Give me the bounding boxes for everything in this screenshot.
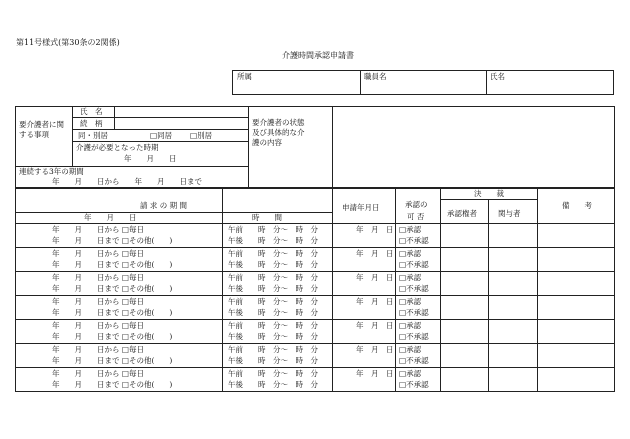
row-approve-checkbox[interactable]: □承認 (399, 273, 422, 282)
time-header: 時 間 (252, 213, 282, 222)
row-reject-checkbox[interactable]: □不承認 (399, 284, 429, 293)
care-section-label: 要介護者に関 (19, 120, 64, 129)
row-am-time[interactable]: 午前 時 分～ 時 分 (228, 369, 318, 378)
status-label-2: 及び具体的な介 (252, 128, 305, 137)
row-from-date[interactable]: 年 月 日から □毎日 (52, 369, 144, 378)
remarks-header: 備 考 (562, 201, 592, 210)
status-label: 要介護者の状態 (252, 118, 305, 127)
row-to-date[interactable]: 年 月 日まで □その他( ) (52, 284, 173, 293)
row-approve-checkbox[interactable]: □承認 (399, 249, 422, 258)
approver-header: 承認権者 (447, 209, 477, 218)
row-apply-date[interactable]: 年 月 日 (356, 345, 394, 354)
row-divider (15, 271, 615, 272)
row-apply-date[interactable]: 年 月 日 (356, 273, 394, 282)
row-to-date[interactable]: 年 月 日まで □その他( ) (52, 236, 173, 245)
row-pm-time[interactable]: 午後 時 分～ 時 分 (228, 332, 318, 341)
row-am-time[interactable]: 午前 時 分～ 時 分 (228, 249, 318, 258)
approval-header: 承認の (405, 200, 428, 209)
row-am-time[interactable]: 午前 時 分～ 時 分 (228, 297, 318, 306)
row-approve-checkbox[interactable]: □承認 (399, 321, 422, 330)
row-to-date[interactable]: 年 月 日まで □その他( ) (52, 260, 173, 269)
row-to-date[interactable]: 年 月 日まで □その他( ) (52, 380, 173, 389)
row-reject-checkbox[interactable]: □不承認 (399, 356, 429, 365)
row-approve-checkbox[interactable]: □承認 (399, 297, 422, 306)
apply-date-header: 申請年月日 (342, 203, 380, 212)
position-label: 職員名 (364, 72, 387, 81)
decision-header: 決 裁 (474, 189, 504, 198)
participant-header: 関与者 (498, 209, 521, 218)
row-apply-date[interactable]: 年 月 日 (356, 297, 394, 306)
row-approve-checkbox[interactable]: □承認 (399, 369, 422, 378)
consecutive-value[interactable]: 年 月 日から 年 月 日まで (52, 177, 202, 186)
applicant-box (232, 70, 614, 95)
request-period-header: 請 求 の 期 間 (140, 201, 188, 210)
row-from-date[interactable]: 年 月 日から □毎日 (52, 297, 144, 306)
row-to-date[interactable]: 年 月 日まで □その他( ) (52, 308, 173, 317)
row-apply-date[interactable]: 年 月 日 (356, 249, 394, 258)
row-am-time[interactable]: 午前 時 分～ 時 分 (228, 321, 318, 330)
row-divider (15, 295, 615, 296)
row-am-time[interactable]: 午前 時 分～ 時 分 (228, 273, 318, 282)
row-pm-time[interactable]: 午後 時 分～ 時 分 (228, 284, 318, 293)
page-title: 介護時間承認申請書 (282, 51, 354, 60)
row-divider (15, 247, 615, 248)
row-reject-checkbox[interactable]: □不承認 (399, 308, 429, 317)
care-name-label: 氏 名 (80, 107, 103, 116)
cohabit-checkbox-separate[interactable]: □別居 (190, 131, 213, 140)
name-label: 氏名 (490, 72, 505, 81)
row-from-date[interactable]: 年 月 日から □毎日 (52, 273, 144, 282)
date-header: 年 月 日 (84, 213, 137, 222)
consecutive-label: 連続する3年の期間 (19, 167, 84, 176)
row-pm-time[interactable]: 午後 時 分～ 時 分 (228, 236, 318, 245)
form-number: 第11号様式(第30条の2関係) (16, 38, 120, 47)
row-apply-date[interactable]: 年 月 日 (356, 369, 394, 378)
row-to-date[interactable]: 年 月 日まで □その他( ) (52, 332, 173, 341)
row-reject-checkbox[interactable]: □不承認 (399, 260, 429, 269)
cohabit-checkbox-together[interactable]: □同居 (150, 131, 173, 140)
row-reject-checkbox[interactable]: □不承認 (399, 236, 429, 245)
row-from-date[interactable]: 年 月 日から □毎日 (52, 345, 144, 354)
row-divider (15, 343, 615, 344)
row-am-time[interactable]: 午前 時 分～ 時 分 (228, 225, 318, 234)
row-apply-date[interactable]: 年 月 日 (356, 225, 394, 234)
row-approve-checkbox[interactable]: □承認 (399, 345, 422, 354)
care-section-label-2: する事項 (19, 130, 49, 139)
row-reject-checkbox[interactable]: □不承認 (399, 332, 429, 341)
row-to-date[interactable]: 年 月 日まで □その他( ) (52, 356, 173, 365)
approval-header-2: 可 否 (407, 212, 425, 221)
row-approve-checkbox[interactable]: □承認 (399, 225, 422, 234)
row-from-date[interactable]: 年 月 日から □毎日 (52, 225, 144, 234)
dept-label: 所属 (237, 72, 252, 81)
status-label-3: 護の内容 (252, 138, 282, 147)
row-pm-time[interactable]: 午後 時 分～ 時 分 (228, 308, 318, 317)
row-pm-time[interactable]: 午後 時 分～ 時 分 (228, 356, 318, 365)
row-divider (15, 319, 615, 320)
cohabit-label: 同・別居 (78, 131, 108, 140)
row-reject-checkbox[interactable]: □不承認 (399, 380, 429, 389)
row-from-date[interactable]: 年 月 日から □毎日 (52, 249, 144, 258)
care-period-date[interactable]: 年 月 日 (124, 154, 177, 163)
row-pm-time[interactable]: 午後 時 分～ 時 分 (228, 380, 318, 389)
row-apply-date[interactable]: 年 月 日 (356, 321, 394, 330)
row-divider (15, 367, 615, 368)
row-pm-time[interactable]: 午後 時 分～ 時 分 (228, 260, 318, 269)
row-am-time[interactable]: 午前 時 分～ 時 分 (228, 345, 318, 354)
relation-label: 続 柄 (80, 119, 103, 128)
row-from-date[interactable]: 年 月 日から □毎日 (52, 321, 144, 330)
care-period-label: 介護が必要となった時期 (76, 143, 159, 152)
